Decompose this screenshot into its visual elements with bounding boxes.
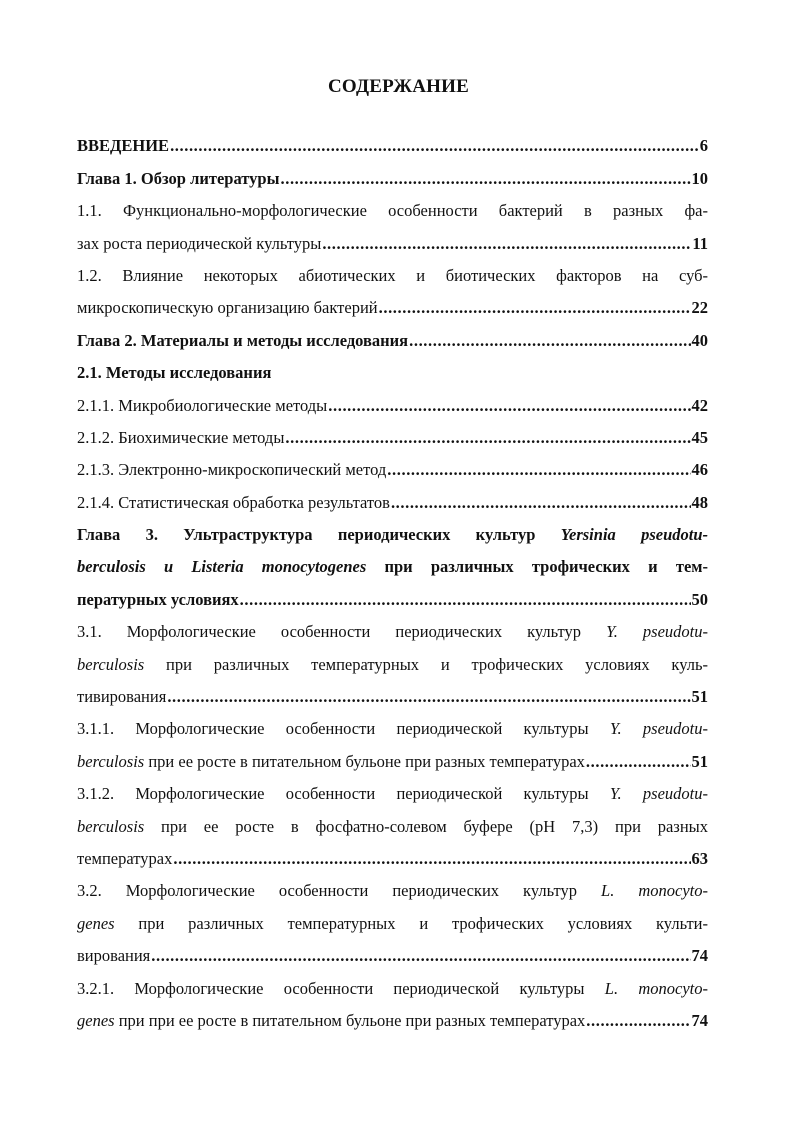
- dot-leader: [173, 849, 690, 869]
- toc-entry-text: [77, 719, 708, 739]
- species-name: L. monocyto-: [604, 978, 708, 998]
- toc-entry-text: пературных условиях: [77, 589, 239, 609]
- dot-leader: [167, 687, 690, 707]
- toc-entry-text: микроскопическую организацию бактерий: [77, 298, 378, 318]
- toc-page-number: 48: [691, 492, 708, 512]
- dot-leader: [391, 493, 691, 513]
- toc-entry-1-1-line1: [77, 189, 708, 221]
- dot-leader: [586, 1011, 690, 1031]
- species-name: genes: [77, 913, 115, 933]
- toc-entry-text: 1.2. Влияние некоторых абиотических и биотических факторов на суб-: [77, 265, 708, 285]
- toc-page-number: 22: [691, 298, 708, 318]
- toc-entry-text: [77, 979, 708, 999]
- text-run: 3.1.1. Морфологические особенности периодической культуры: [77, 719, 610, 739]
- toc-entry-3-1-line1: [77, 610, 708, 642]
- toc-page-number: 50: [691, 589, 708, 609]
- toc-entry-text: [77, 881, 708, 901]
- toc-entry-3-1-line3: [77, 675, 708, 707]
- text-run: 3.1.2. Морфологические особенности периодической культуры: [77, 784, 610, 804]
- toc-entry-chapter-1: [77, 156, 708, 188]
- toc-entry-2-1-3: [77, 448, 708, 480]
- toc-entry-1-2-line1: [77, 254, 708, 286]
- species-name: berculosis: [77, 654, 145, 674]
- toc-entry-text: 1.1. Функционально-морфологические особенности бактерий в разных фа-: [77, 201, 708, 221]
- toc-entry-text: вирования: [77, 946, 151, 966]
- dot-leader: [409, 331, 690, 351]
- toc-entry-3-2-line2: [77, 901, 708, 933]
- toc-page-number: 6: [699, 136, 708, 156]
- toc-page-number: 46: [691, 460, 708, 480]
- text-run: при различных температурных и трофических условиях культи-: [114, 913, 708, 933]
- toc-page-number: 74: [691, 1010, 708, 1030]
- text-run: 3.2.1. Морфологические особенности периодической культуры: [77, 978, 605, 998]
- page-title: СОДЕРЖАНИЕ: [328, 76, 469, 97]
- dot-leader: [285, 428, 690, 448]
- toc-entry-3-1-1-line1: [77, 707, 708, 739]
- toc-entry-3-2-1-line1: [77, 966, 708, 998]
- toc-entry-text: [77, 817, 708, 837]
- toc-entry-text: ВВЕДЕНИЕ: [77, 136, 170, 156]
- dot-leader: [170, 136, 699, 156]
- toc-entry-text: [77, 1011, 585, 1031]
- dot-leader: [379, 298, 691, 318]
- dot-leader: [328, 396, 690, 416]
- toc-entry-1-2-line2: [77, 286, 708, 318]
- toc-entry-chapter-3-line2: [77, 545, 708, 577]
- toc-entry-text: зах роста периодической культуры: [77, 233, 322, 253]
- toc-entry-3-1-1-line2: [77, 739, 708, 771]
- table-of-contents: [77, 124, 708, 1031]
- toc-entry-text: [77, 784, 708, 804]
- text-run: Глава 3. Ультраструктура периодических культур: [77, 525, 561, 545]
- toc-page-number: 51: [691, 751, 708, 771]
- toc-page-number: 11: [692, 233, 708, 253]
- species-name: Y. pseudotu-: [609, 784, 708, 804]
- toc-entry-3-2-1-line2: [77, 999, 708, 1031]
- toc-entry-text: [77, 622, 708, 642]
- dot-leader: [322, 234, 691, 254]
- toc-entry-3-1-2-line1: [77, 772, 708, 804]
- toc-page-number: 40: [691, 330, 708, 350]
- toc-page-number: 74: [691, 946, 708, 966]
- toc-entry-text: 2.1.2. Биохимические методы: [77, 427, 285, 447]
- toc-entry-text: Глава 1. Обзор литературы: [77, 168, 280, 188]
- species-name: berculosis u Listeria monocytogenes: [77, 557, 367, 577]
- toc-entry-text: [77, 752, 585, 772]
- toc-entry-1-1-line2: [77, 221, 708, 253]
- toc-entry-chapter-3-line1: [77, 513, 708, 545]
- toc-entry-text: 2.1.4. Статистическая обработка результатов: [77, 492, 390, 512]
- toc-entry-2-1-1: [77, 383, 708, 415]
- dot-leader: [586, 752, 691, 772]
- species-name: L. monocyto-: [601, 881, 708, 901]
- toc-entry-3-2-line1: [77, 869, 708, 901]
- species-name: genes: [77, 1010, 115, 1030]
- toc-entry-text: 2.1.3. Электронно-микроскопический метод: [77, 460, 387, 480]
- dot-leader: [151, 946, 690, 966]
- species-name: berculosis: [77, 751, 145, 771]
- text-run: при ее росте в питательном бульоне при разных температурах: [144, 751, 585, 771]
- text-run: при различных температурных и трофических условиях куль-: [144, 654, 708, 674]
- toc-entry-text: 2.1. Методы исследования: [77, 363, 272, 383]
- toc-entry-2-1-2: [77, 416, 708, 448]
- toc-entry-3-1-line2: [77, 642, 708, 674]
- toc-entry-introduction: [77, 124, 708, 156]
- toc-entry-3-2-line3: [77, 934, 708, 966]
- toc-entry-text: [77, 655, 708, 675]
- toc-page-number: 45: [691, 427, 708, 447]
- text-run: при ее росте в фосфатно-солевом буфере (pH 7,3) при разных: [144, 816, 708, 836]
- toc-entry-text: [77, 557, 708, 577]
- dot-leader: [281, 169, 691, 189]
- toc-page-number: 42: [691, 395, 708, 415]
- toc-entry-text: тивирования: [77, 687, 167, 707]
- toc-entry-2-1: [77, 351, 708, 383]
- toc-entry-text: [77, 525, 708, 545]
- toc-page-number: 63: [691, 848, 708, 868]
- text-run: 3.2. Морфологические особенности периодических культур: [77, 881, 602, 901]
- dot-leader: [387, 460, 690, 480]
- text-run: 3.1. Морфологические особенности периодических культур: [77, 622, 607, 642]
- toc-page-number: 51: [691, 687, 708, 707]
- toc-entry-3-1-2-line2: [77, 804, 708, 836]
- toc-page-number: 10: [691, 168, 708, 188]
- text-run: при различных трофических и тем-: [366, 557, 708, 577]
- dot-leader: [240, 590, 691, 610]
- toc-entry-text: [77, 914, 708, 934]
- toc-entry-2-1-4: [77, 480, 708, 512]
- species-name: Y. pseudotu-: [606, 622, 708, 642]
- species-name: Y. pseudotu-: [609, 719, 708, 739]
- toc-entry-3-1-2-line3: [77, 837, 708, 869]
- toc-entry-text: 2.1.1. Микробиологические методы: [77, 395, 328, 415]
- text-run: при при ее росте в питательном бульоне при разных температурах: [114, 1010, 586, 1030]
- toc-entry-chapter-3-line3: [77, 577, 708, 609]
- toc-entry-text: Глава 2. Материалы и методы исследования: [77, 330, 409, 350]
- toc-entry-text: температурах: [77, 848, 173, 868]
- species-name: Yersinia pseudotu-: [560, 525, 709, 545]
- toc-entry-chapter-2: [77, 318, 708, 350]
- species-name: berculosis: [77, 816, 145, 836]
